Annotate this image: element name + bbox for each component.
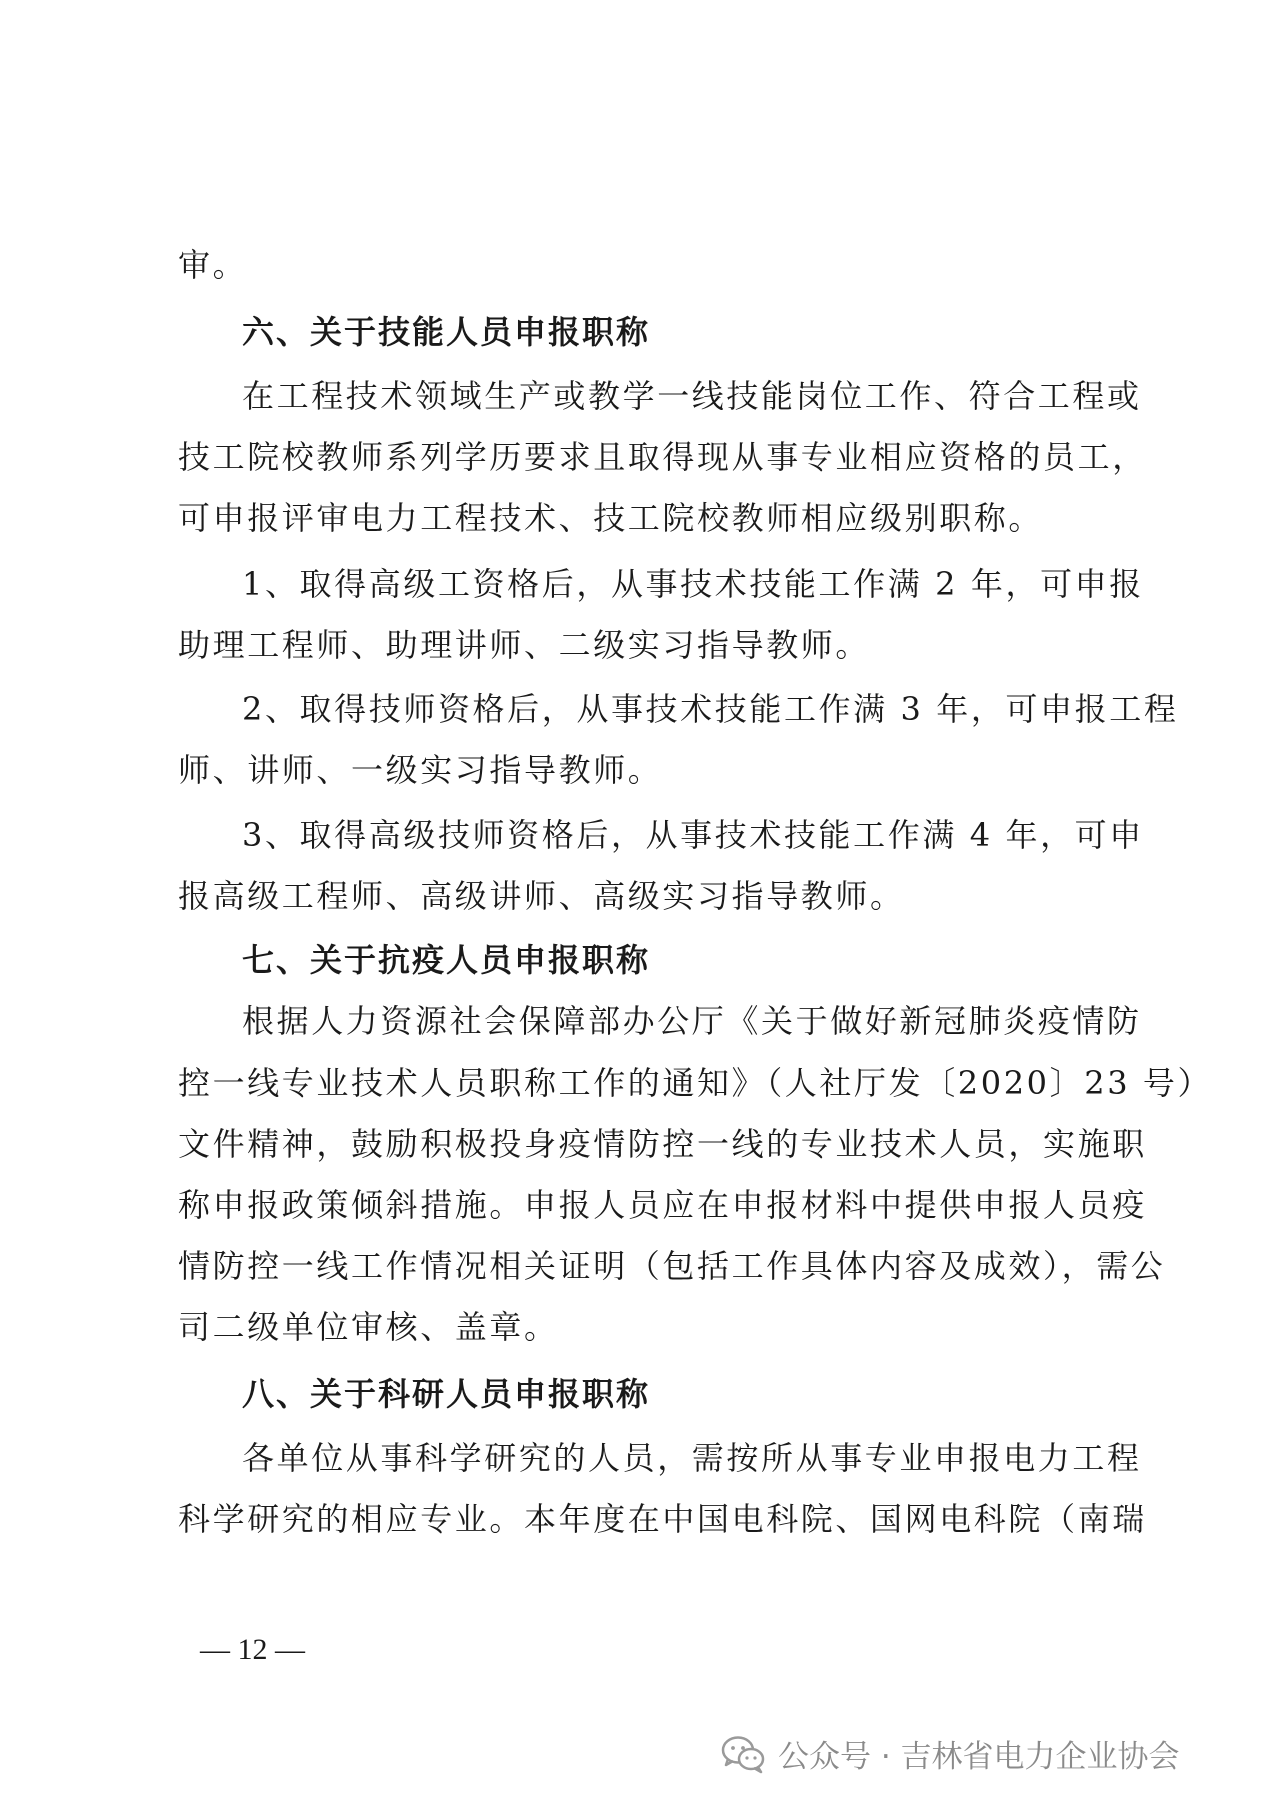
section-heading: 七、关于抗疫人员申报职称 <box>242 941 651 979</box>
body-text-line: 1、取得高级工资格后，从事技术技能工作满 2 年，可申报 <box>242 565 1144 603</box>
body-text-line: 师、讲师、一级实习指导教师。 <box>178 751 663 789</box>
body-text-line: 2、取得技师资格后，从事技术技能工作满 3 年，可申报工程 <box>242 690 1179 728</box>
wechat-watermark <box>720 1731 1180 1776</box>
wechat-icon <box>720 1734 766 1774</box>
body-text-line: 技工院校教师系列学历要求且取得现从事专业相应资格的员工， <box>178 438 1147 476</box>
body-text-line: 助理工程师、助理讲师、二级实习指导教师。 <box>178 626 871 664</box>
body-text-line: 可申报评审电力工程技术、技工院校教师相应级别职称。 <box>178 499 1044 537</box>
body-text-line: 各单位从事科学研究的人员，需按所从事专业申报电力工程 <box>242 1439 1142 1477</box>
section-heading: 六、关于技能人员申报职称 <box>242 313 651 351</box>
body-text-line: 司二级单位审核、盖章。 <box>178 1308 559 1346</box>
body-text-line: 文件精神，鼓励积极投身疫情防控一线的专业技术人员，实施职 <box>178 1125 1147 1163</box>
body-text-line: 在工程技术领域生产或教学一线技能岗位工作、符合工程或 <box>242 377 1142 415</box>
watermark-label: 公众号 · 吉林省电力企业协会 <box>778 1739 1180 1775</box>
body-text-line: 根据人力资源社会保障部办公厅《关于做好新冠肺炎疫情防 <box>242 1002 1142 1040</box>
body-text-line: 控一线专业技术人员职称工作的通知》（人社厅发〔2020〕23 号） <box>178 1064 1213 1102</box>
body-text-line: 称申报政策倾斜措施。申报人员应在申报材料中提供申报人员疫 <box>178 1186 1147 1224</box>
body-text-line: 科学研究的相应专业。本年度在中国电科院、国网电科院（南瑞 <box>178 1500 1147 1538</box>
body-text-line: 审。 <box>178 246 248 284</box>
body-text-line: 情防控一线工作情况相关证明（包括工作具体内容及成效），需公 <box>178 1247 1166 1285</box>
section-heading: 八、关于科研人员申报职称 <box>242 1375 651 1413</box>
body-text-line: 报高级工程师、高级讲师、高级实习指导教师。 <box>178 877 905 915</box>
page-number: — 12 — <box>200 1633 305 1666</box>
body-text-line: 3、取得高级技师资格后，从事技术技能工作满 4 年，可申 <box>242 816 1144 854</box>
